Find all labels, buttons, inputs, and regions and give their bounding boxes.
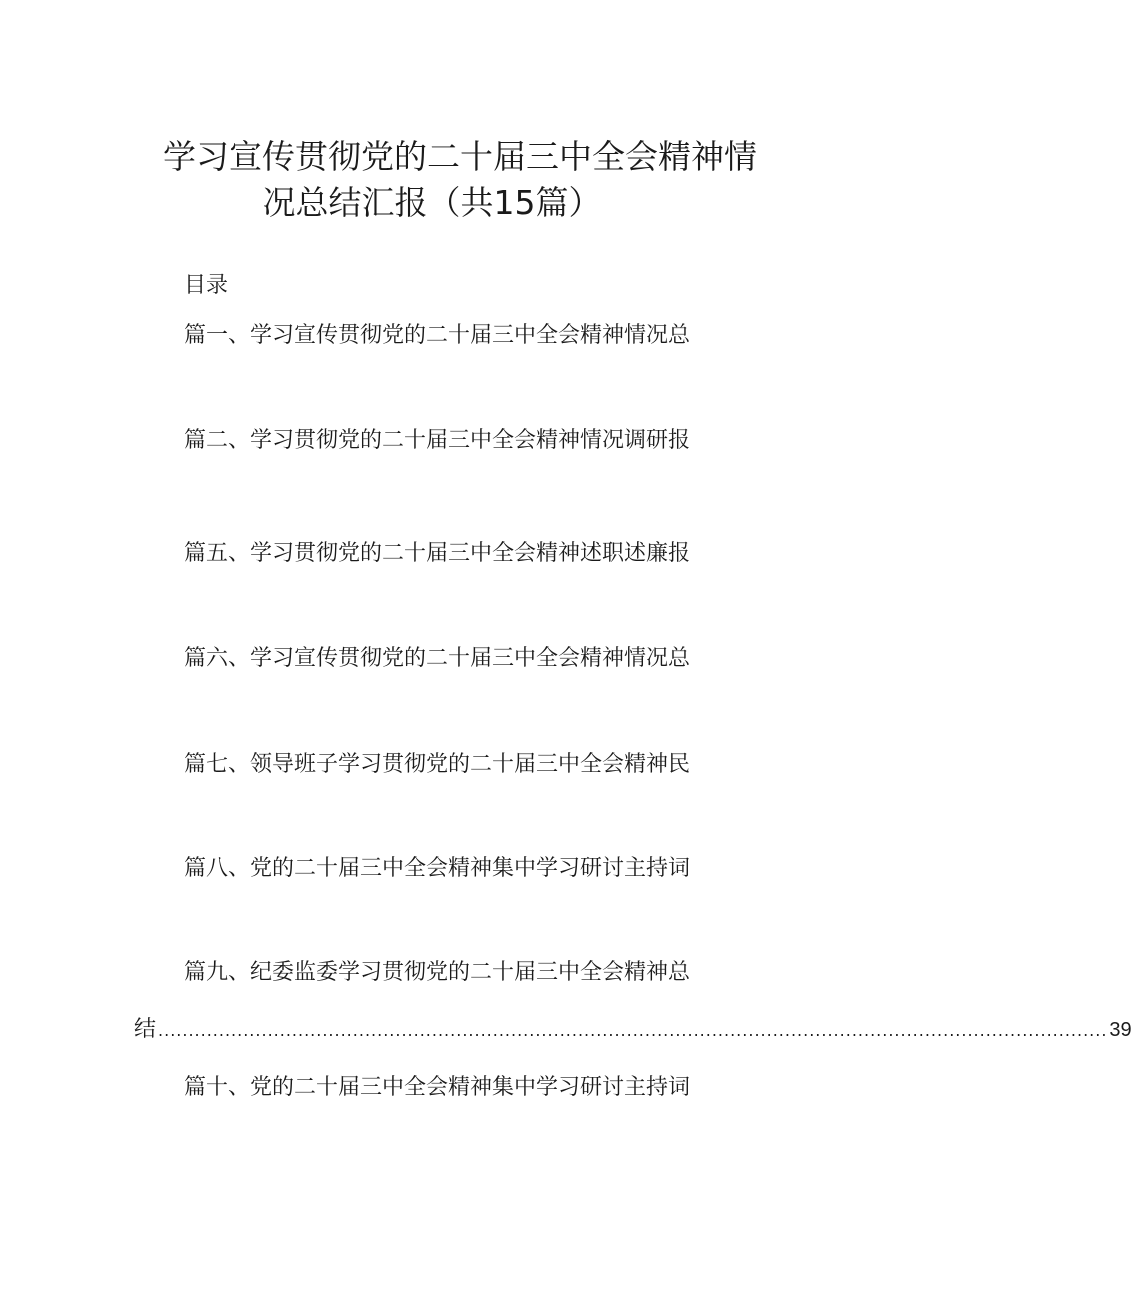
toc-entry-8[interactable]: 篇八、党的二十届三中全会精神集中学习研讨主持词 — [184, 856, 691, 881]
document-title-line-2: 况总结汇报（共15篇） — [262, 183, 602, 222]
toc-entry-5[interactable]: 篇五、学习贯彻党的二十届三中全会精神述职述廉报 — [184, 541, 691, 566]
toc-entry-9-continuation[interactable] — [134, 1017, 1132, 1043]
toc-entry-9-tail: 结 — [134, 1017, 157, 1042]
toc-entry-10[interactable]: 篇十、党的二十届三中全会精神集中学习研讨主持词 — [184, 1075, 691, 1100]
toc-entry-9-page-number: 39 — [1109, 1019, 1132, 1041]
dot-leader: ............................................................................................................................................................ — [158, 1021, 1108, 1040]
toc-heading: 目录 — [184, 273, 229, 298]
toc-entry-9[interactable]: 篇九、纪委监委学习贯彻党的二十届三中全会精神总 — [184, 960, 691, 985]
document-title-line-1: 学习宣传贯彻党的二十届三中全会精神情 — [163, 137, 757, 176]
toc-entry-6[interactable]: 篇六、学习宣传贯彻党的二十届三中全会精神情况总 — [184, 646, 691, 671]
toc-entry-7[interactable]: 篇七、领导班子学习贯彻党的二十届三中全会精神民 — [184, 752, 691, 777]
toc-entry-2[interactable]: 篇二、学习贯彻党的二十届三中全会精神情况调研报 — [184, 428, 691, 453]
toc-entry-1[interactable]: 篇一、学习宣传贯彻党的二十届三中全会精神情况总 — [184, 323, 691, 348]
